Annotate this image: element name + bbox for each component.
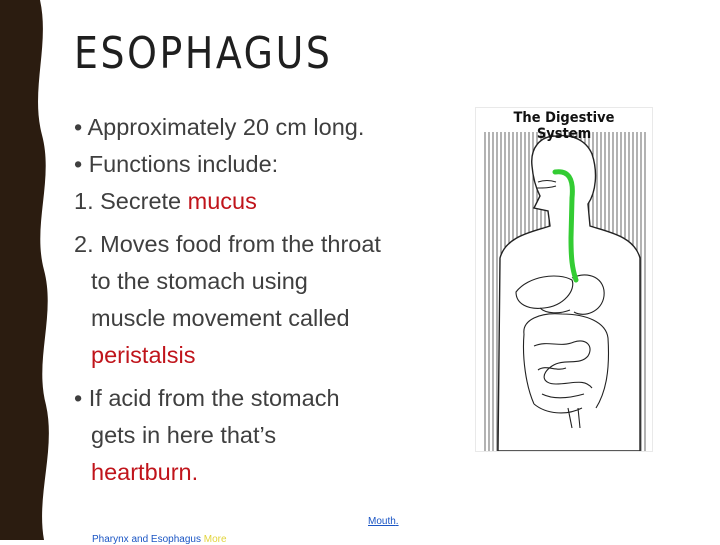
bullet-acid-line-1: • If acid from the stomach <box>74 385 340 411</box>
digestive-system-figure <box>475 107 653 452</box>
slide-body <box>74 109 464 491</box>
bullet-acid-line-2: gets in here that’s <box>91 422 277 448</box>
keyword-peristalsis: peristalsis <box>91 342 196 368</box>
numbered-item-2-line-3: muscle movement called <box>91 305 350 331</box>
decorative-side-band <box>0 0 60 540</box>
keyword-mucus: mucus <box>187 188 257 214</box>
mouth-link-text[interactable]: Mouth <box>368 516 396 527</box>
numbered-item-2-line-1: 2. Moves food from the throat <box>74 231 381 257</box>
numbered-item-2-line-2: to the stomach using <box>91 268 308 294</box>
numbered-item-1-text: 1. Secrete <box>74 188 188 214</box>
numbered-item-1 <box>74 183 464 220</box>
bullet-length: • Approximately 20 cm long. <box>74 114 365 140</box>
mouth-link-suffix: . <box>395 516 399 527</box>
more-link[interactable]: More <box>203 534 227 545</box>
digestive-system-illustration <box>476 108 652 451</box>
pharynx-link-text[interactable]: Pharynx and Esophagus <box>92 534 201 545</box>
figure-title: The Digestive System <box>513 110 615 142</box>
keyword-heartburn: heartburn. <box>91 459 199 485</box>
bullet-functions: • Functions include: <box>74 151 279 177</box>
mouth-link[interactable] <box>368 516 399 527</box>
slide-title: ESOPHAGUS <box>74 28 333 79</box>
